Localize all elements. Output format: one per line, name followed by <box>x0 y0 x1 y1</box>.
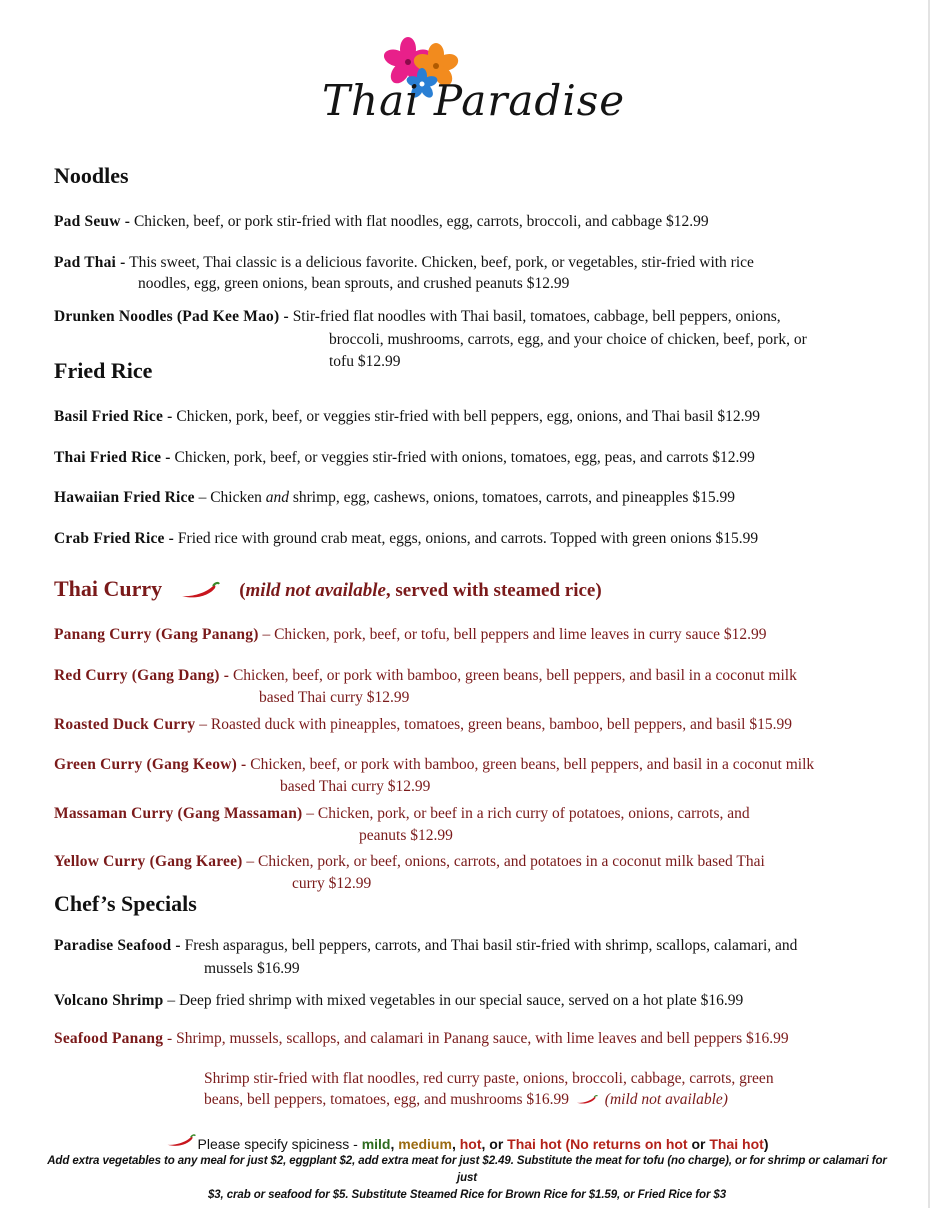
item-desc-line: beans, bell peppers, tomatoes, egg, and mushrooms $16.99 <box>204 1091 570 1108</box>
logo <box>322 36 626 136</box>
curry-note-rest: , served with steamed rice) <box>385 580 602 601</box>
item-desc-cont: based Thai curry $12.99 <box>259 689 410 706</box>
separator: or <box>687 1136 710 1152</box>
extras-line: Add extra vegetables to any meal for just $2, eggplant $2, add extra meat for just $2.49. Substitute the meat for tofu (no charge), or for shrimp or calamari for just <box>47 1155 887 1184</box>
item-desc: – Deep fried shrimp with mixed vegetables in our special sauce, served on a hot plate $16.99 <box>163 992 744 1009</box>
spice-thai-hot: Thai hot <box>507 1136 562 1152</box>
separator: , <box>390 1136 399 1152</box>
item-desc: – Chicken, pork, or beef in a rich curry of potatoes, onions, carrots, and <box>302 805 750 822</box>
item-desc: Stir-fried flat noodles with Thai basil, tomatoes, cabbage, bell peppers, onions, <box>288 308 781 325</box>
menu-item <box>54 990 743 1012</box>
menu-item <box>54 803 854 847</box>
menu-item <box>54 211 709 233</box>
item-name: Green Curry (Gang Keow) - <box>54 756 247 773</box>
item-name: Hawaiian Fried Rice <box>54 489 195 506</box>
chili-pepper-icon <box>576 1094 598 1106</box>
menu-item <box>54 665 894 709</box>
spice-medium: medium <box>398 1136 452 1152</box>
item-name: Basil Fried Rice - <box>54 408 173 425</box>
item-desc: This sweet, Thai classic is a delicious favorite. Chicken, beef, pork, or vegetables, stir-fried with rice <box>129 254 754 271</box>
spiciness-note <box>0 1133 934 1152</box>
separator: ) <box>763 1136 769 1152</box>
menu-item <box>54 528 758 550</box>
item-desc: Shrimp stir-fried with flat noodles, red curry paste, onions, broccoli, cabbage, carrots, green <box>204 1070 774 1087</box>
spice-hot: hot <box>459 1136 482 1152</box>
item-desc: Chicken, beef, or pork stir-fried with flat noodles, egg, carrots, broccoli, and cabbage $12.99 <box>130 213 709 230</box>
item-desc-cont: based Thai curry $12.99 <box>280 778 431 795</box>
item-desc-cont: broccoli, mushrooms, carrots, egg, and your choice of chicken, beef, pork, or <box>329 331 807 348</box>
spiciness-label: Please specify spiciness - <box>197 1136 362 1152</box>
item-name: Roasted Duck Curry <box>54 716 196 733</box>
spice-hot: hot <box>665 1136 688 1152</box>
item-desc: – Chicken, pork, or beef, onions, carrots, and potatoes in a coconut milk based Thai <box>242 853 765 870</box>
item-name: Paradise Seafood - <box>54 937 181 954</box>
section-heading-noodles: Noodles <box>54 163 129 188</box>
item-desc: Chicken, pork, beef, or veggies stir-fried with onions, tomatoes, egg, peas, and carrots $12.99 <box>170 449 755 466</box>
section-heading-thai-curry <box>54 576 602 602</box>
item-desc: Fried rice with ground crab meat, eggs, onions, and carrots. Topped with green onions $15.99 <box>174 530 759 547</box>
menu-item <box>54 624 766 646</box>
separator: , <box>451 1136 460 1152</box>
curry-note-italic: mild not available <box>245 580 386 601</box>
item-desc: – Chicken <box>194 489 266 506</box>
chili-pepper-icon <box>166 1133 196 1149</box>
page-edge <box>928 0 930 1208</box>
item-name: Thai Fried Rice - <box>54 449 171 466</box>
item-desc-emphasis: and <box>265 489 289 506</box>
menu-item <box>54 252 874 296</box>
item-desc-cont <box>204 1089 728 1111</box>
section-heading-chefs-specials: Chef’s Specials <box>54 891 197 916</box>
menu-item <box>54 714 792 736</box>
item-note: (mild not available) <box>604 1091 728 1108</box>
item-name: Seafood Panang <box>54 1030 164 1047</box>
menu-item <box>54 406 760 428</box>
item-desc: – Roasted duck with pineapples, tomatoes, green beans, bamboo, bell peppers, and basil $15.99 <box>195 716 792 733</box>
item-desc: - Shrimp, mussels, scallops, and calamari in Panang sauce, with lime leaves and bell peppers $16.99 <box>163 1030 789 1047</box>
item-name: Yellow Curry (Gang Karee) <box>54 853 243 870</box>
extras-note <box>40 1153 894 1204</box>
item-desc: Chicken, beef, or pork with bamboo, green beans, bell peppers, and basil in a coconut milk <box>229 667 797 684</box>
item-name: Massaman Curry (Gang Massaman) <box>54 805 303 822</box>
logo-wordmark: Thai Paradise <box>322 76 626 125</box>
no-returns-note: (No returns on <box>561 1136 666 1152</box>
chili-pepper-icon <box>180 581 220 601</box>
menu-item <box>54 1028 789 1050</box>
curry-note-open: ( <box>239 580 246 601</box>
menu-item <box>54 487 735 509</box>
item-desc-cont: noodles, egg, green onions, bean sprouts, and crushed peanuts $12.99 <box>138 275 570 292</box>
item-desc-cont: tofu $12.99 <box>329 353 401 370</box>
menu-item <box>54 851 854 895</box>
item-desc: Chicken, pork, beef, or veggies stir-fried with bell peppers, egg, onions, and Thai basil $12.99 <box>172 408 760 425</box>
item-name: Red Curry (Gang Dang) - <box>54 667 230 684</box>
item-name: Crab Fried Rice - <box>54 530 175 547</box>
menu-item <box>54 447 755 469</box>
item-name: Drunken Noodles (Pad Kee Mao) - <box>54 308 289 325</box>
curry-heading-text: Thai Curry <box>54 576 163 601</box>
menu-item <box>204 1068 844 1112</box>
spice-thai-hot: Thai hot <box>709 1136 764 1152</box>
item-desc-cont: curry $12.99 <box>292 875 372 892</box>
item-desc: Chicken, beef, or pork with bamboo, green beans, bell peppers, and basil in a coconut milk <box>246 756 815 773</box>
item-name: Volcano Shrimp <box>54 992 164 1009</box>
item-desc: shrimp, egg, cashews, onions, tomatoes, carrots, and pineapples $15.99 <box>288 489 735 506</box>
section-heading-fried-rice: Fried Rice <box>54 358 153 383</box>
separator: , or <box>481 1136 508 1152</box>
menu-item <box>54 935 874 979</box>
menu-item <box>54 754 894 798</box>
item-name: Pad Thai - <box>54 254 126 271</box>
item-desc: Fresh asparagus, bell peppers, carrots, and Thai basil stir-fried with shrimp, scallops, calamari, and <box>180 937 798 954</box>
menu-item <box>54 306 874 372</box>
item-name: Panang Curry (Gang Panang) <box>54 626 259 643</box>
item-desc: – Chicken, pork, beef, or tofu, bell peppers and lime leaves in curry sauce $12.99 <box>258 626 767 643</box>
item-name: Pad Seuw - <box>54 213 131 230</box>
spice-mild: mild <box>361 1136 391 1152</box>
item-desc-cont: peanuts $12.99 <box>359 827 453 844</box>
item-desc-cont: mussels $16.99 <box>204 960 300 977</box>
extras-line: $3, crab or seafood for $5. Substitute Steamed Rice for Brown Rice for $1.59, or Fried Rice for $3 <box>207 1189 727 1201</box>
